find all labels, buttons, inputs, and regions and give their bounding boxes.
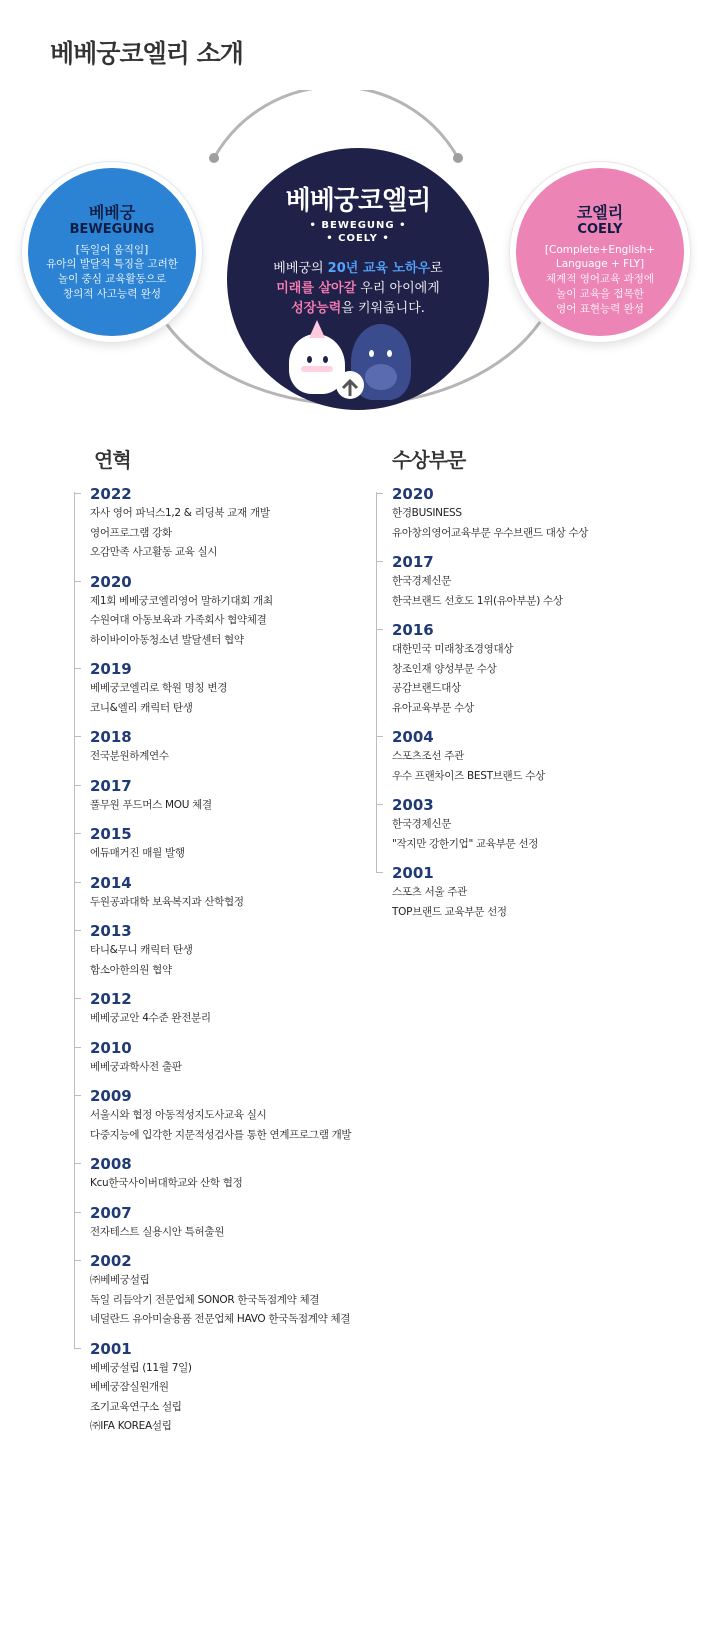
desc-highlight-blue: 20년 교육 노하우 [327,261,431,276]
bewegung-coely-name-en: • BEWEGUNG • [309,220,407,231]
timeline-item: 베베궁설립 (11월 7일) [90,1361,192,1374]
timeline-tick [74,882,81,883]
up-chevron-icon [335,370,365,400]
timeline-tick [376,629,383,630]
coely-sub-1: [Complete+English+ [544,244,656,256]
timeline-year: 2002 [90,1252,132,1270]
timeline-entry [74,572,394,651]
timeline-entry [74,776,394,816]
timeline-tick [74,998,81,999]
timeline-item: ㈜베베궁설립 [90,1274,150,1286]
timeline-tick [74,581,81,582]
bewegung-desc-1: 유아의 발달적 특징을 고려한 [46,258,178,270]
timeline-entry [376,727,696,786]
timeline-item: 창조인재 양성부문 수상 [392,662,497,675]
timeline-entry [376,863,696,922]
timeline-entry [74,1251,394,1330]
desc-highlight-pink: 성장능력 [291,301,342,316]
timeline-year: 2019 [90,660,132,678]
timeline-tick [376,872,383,873]
timeline-tick [74,1348,81,1349]
timeline-item: 코니&엘리 캐릭터 탄생 [90,701,193,714]
history-title: 연혁 [94,448,131,472]
bewegung-coely-desc [227,259,489,319]
timeline-item: 베베궁코엘리로 학원 명칭 변경 [90,682,228,694]
timeline-tick [74,1163,81,1164]
coely-circle [510,162,690,342]
timeline-tick [74,493,81,494]
timeline-entry [74,727,394,767]
timeline-item: Kcu한국사이버대학교와 산학 협정 [90,1177,243,1189]
timeline-tick [74,668,81,669]
awards-timeline [376,484,696,931]
timeline-year: 2017 [90,776,132,795]
bewegung-sub: [독일어 움직임] [75,244,149,256]
timeline-entry [376,484,696,543]
timeline-year: 2013 [90,922,132,940]
coely-sub-2: Language + FLY] [555,258,645,270]
desc-text: 을 키워줍니다. [341,301,425,316]
desc-highlight-pink: 미래를 살아갈 [276,281,357,296]
intro-graphic [0,90,710,420]
timeline-item: 대한민국 미래창조경영대상 [392,643,514,655]
timeline-item: 우수 프랜차이즈 BEST브랜드 수상 [392,769,545,782]
timeline-tick [376,736,383,737]
coely-desc-3: 영어 표현능력 완성 [556,303,644,315]
timeline-entry [74,1154,394,1194]
timeline-year: 2007 [90,1203,132,1222]
timeline-entry [74,921,394,980]
timeline-item: 독일 리듬악기 전문업체 SONOR 한국독점계약 체결 [90,1293,320,1306]
coely-desc-2: 놀이 교육을 접목한 [556,288,644,300]
timeline-year: 2009 [90,1087,132,1105]
timeline-item: 전국분원하계연수 [90,750,169,762]
timeline-entry [74,1038,394,1078]
timeline-tick [74,930,81,931]
timeline-item: 베베궁교안 4수준 완전분리 [90,1012,211,1024]
history-timeline [74,484,394,1446]
timeline-tick [74,1260,81,1261]
timeline-item: 베베궁잠실원개원 [90,1381,169,1393]
timeline-item: 서울시와 협정 아동적성지도사교육 실시 [90,1109,267,1121]
timeline-year: 2008 [90,1155,132,1173]
timeline-year: 2020 [90,572,132,591]
coely-name-en: COELY [577,222,623,237]
timeline-tick [74,785,81,786]
timeline-entry [74,1203,394,1243]
timeline-entry [74,824,394,864]
timeline-year: 2018 [90,728,132,746]
timeline-item: ㈜IFA KOREA설립 [90,1420,172,1432]
bewegung-name-en: BEWEGUNG [69,222,155,237]
bewegung-circle [22,162,202,342]
timeline-item: 유아교육부문 수상 [392,701,474,714]
timeline-item: 오감만족 사고활동 교육 실시 [90,546,218,558]
timeline-year: 2003 [392,796,434,814]
bewegung-coely-name: 베베궁코엘리 [285,186,431,216]
timeline-entry [74,1086,394,1145]
timeline-item: "작지만 강한기업" 교육부문 선정 [392,837,539,850]
timeline-item: 베베궁과학사전 출판 [90,1060,182,1073]
bewegung-desc-3: 창의적 사고능력 완성 [63,288,161,300]
coely-name: 코엘리 [576,203,624,222]
timeline-item: 수원여대 아동보육과 가족회사 협약체결 [90,614,267,626]
timeline-item: 제1회 베베궁코엘리영어 말하기대회 개최 [90,594,273,607]
timeline-year: 2016 [392,621,434,639]
timeline-item: 유아창의영어교육부문 우수브랜드 대상 수상 [392,526,589,539]
timeline-item: 자사 영어 파닉스1,2 & 리딩북 교재 개발 [90,507,270,519]
timeline-item: 네덜란드 유아미술용품 전문업체 HAVO 한국독점계약 체결 [90,1313,351,1325]
timeline-year: 2001 [90,1339,132,1358]
timeline-year: 2012 [90,990,132,1008]
timeline-tick [376,493,383,494]
timeline-entry [74,989,394,1029]
timeline-year: 2004 [392,728,434,746]
timeline-item: 영어프로그램 강화 [90,526,172,539]
bewegung-coely-name-en-2: • COELY • [326,233,390,244]
timeline-item: 한국경제신문 [392,575,452,587]
desc-text: 우리 아이에게 [356,281,440,296]
timeline-item: 에듀매거진 매월 발행 [90,847,185,859]
page-title: 베베궁코엘리 소개 [50,39,243,68]
desc-text: 베베궁의 [273,261,328,276]
timeline-item: 공감브랜드대상 [392,682,461,694]
timeline-tick [376,561,383,562]
timeline-entry [376,795,696,854]
timeline-year: 2020 [392,485,434,503]
timeline-item: 한경BUSINESS [392,507,462,519]
timeline-item: 한국경제신문 [392,818,452,830]
timeline-tick [74,1212,81,1213]
timeline-year: 2017 [392,553,434,571]
timeline-entry [74,873,394,913]
timeline-item: 풀무원 푸드머스 MOU 체결 [90,798,212,811]
timeline-entry [376,552,696,611]
timeline-tick [74,736,81,737]
timeline-item: 스포츠조선 주관 [392,750,464,762]
timeline-tick [74,1095,81,1096]
timeline-tick [74,833,81,834]
timeline-tick [74,1047,81,1048]
timeline-year: 2022 [90,485,132,503]
timeline-item: 두원공과대학 보육복지과 산학협정 [90,895,244,908]
timeline-item: 다중지능에 입각한 지문적성검사를 통한 연계프로그램 개발 [90,1128,352,1141]
timeline-item: 한국브랜드 선호도 1위(유아부분) 수상 [392,594,563,607]
desc-text: 로 [430,261,443,276]
timeline-year: 2015 [90,825,132,843]
timeline-item: 전자테스트 실용시안 특허출원 [90,1225,225,1238]
timeline-entry [74,1339,394,1437]
timeline-year: 2010 [90,1038,132,1057]
timeline-entry [74,659,394,718]
timeline-entry [376,620,696,718]
coely-desc-1: 체계적 영어교육 과정에 [545,273,655,285]
timeline-item: 조기교육연구소 설립 [90,1400,182,1413]
timeline-year: 2014 [90,873,132,892]
timeline-item: 타니&무니 캐릭터 탄생 [90,944,193,956]
timeline-tick [376,804,383,805]
timeline-item: TOP브랜드 교육부문 선정 [392,905,507,918]
bewegung-desc-2: 놀이 중심 교육활동으로 [57,273,167,285]
timeline-item: 하이바이아동청소년 발달센터 협약 [90,633,244,646]
bewegung-name: 베베궁 [88,203,136,222]
timeline-year: 2001 [392,864,434,882]
timeline-entry [74,484,394,563]
awards-title: 수상부문 [392,448,466,472]
timeline-item: 스포츠 서울 주관 [392,886,467,898]
timeline-item: 함소아한의원 협약 [90,963,172,976]
